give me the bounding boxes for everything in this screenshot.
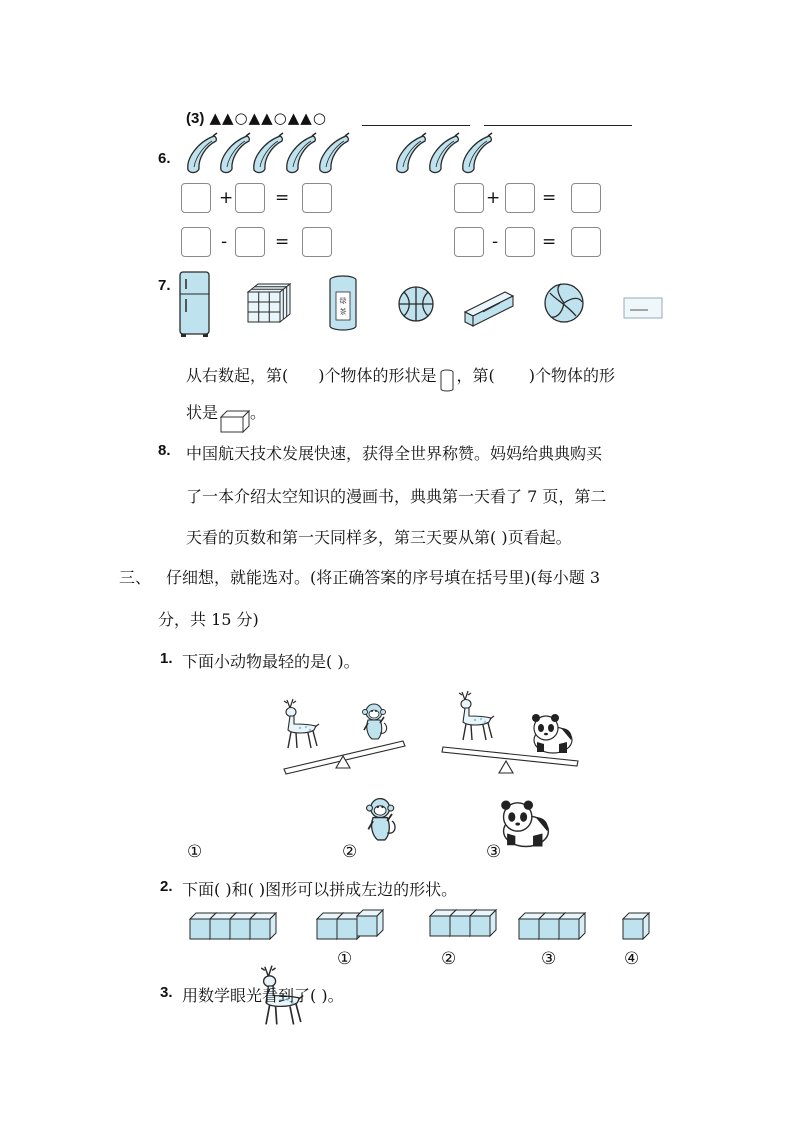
equals-sign: = [542, 232, 557, 252]
sub-question-number-1: 1. [160, 650, 173, 667]
question-number-8: 8. [158, 442, 171, 459]
option-3-label[interactable]: ③ [486, 842, 502, 862]
q8-line-1: 中国航天技术发展快速，获得全世界称赞。妈妈给典典购买 [186, 444, 603, 463]
q7-text-part: 。 [250, 403, 267, 422]
equals-sign: = [275, 188, 290, 208]
q7-text-part: 状是 [186, 403, 219, 422]
shape-option-4 [623, 913, 649, 939]
q7-text-part: )个物体的形状是 [318, 366, 437, 385]
pattern-label: (3) [186, 110, 205, 127]
shape-option-1 [317, 910, 383, 939]
section-title-line-1: 仔细想，就能选对。(将正确答案的序号填在括号里)(每小题 3 [166, 568, 600, 587]
shape-option-2 [430, 910, 496, 936]
minus-sign: - [492, 232, 499, 252]
shape-option-2-label[interactable]: ② [441, 949, 457, 969]
sub-question-1-text: 下面小动物最轻的是( )。 [182, 652, 360, 671]
section-title-line-2: 分，共 15 分) [158, 610, 259, 629]
plus-sign: + [219, 188, 234, 208]
q8-line-2: 了一本介绍太空知识的漫画书，典典第一天看了 7 页，第二 [186, 487, 607, 506]
q7-text-part: )个物体的形 [528, 366, 615, 385]
q8-line-3: 天看的页数和第一天同样多，第三天要从第( )页看起。 [186, 528, 572, 547]
shape-option-3 [519, 913, 585, 939]
section-number: 三、 [119, 568, 152, 587]
target-shape [190, 913, 276, 939]
question-number-6: 6. [158, 150, 171, 167]
option-2-label[interactable]: ② [342, 842, 358, 862]
q7-text-part: ，第( [456, 366, 495, 385]
q7-text-part: 从右数起，第( [186, 366, 289, 385]
sub-question-2-text: 下面( )和( )图形可以拼成左边的形状。 [182, 880, 458, 899]
can-label-bottom: 茶 [339, 308, 347, 316]
shape-option-4-label[interactable]: ④ [624, 949, 640, 969]
question-number-7: 7. [158, 277, 171, 294]
sub-question-number-2: 2. [160, 878, 173, 895]
equals-sign: = [275, 232, 290, 252]
can-label-top: 绿 [339, 297, 347, 305]
minus-sign: - [221, 232, 228, 252]
shape-option-3-label[interactable]: ③ [541, 949, 557, 969]
sub-question-3-text: 用数学眼光看到了( )。 [182, 986, 344, 1005]
pattern-sequence: ▲▲○▲▲○▲▲○ [209, 109, 327, 127]
option-1-label[interactable]: ① [187, 842, 203, 862]
equals-sign: = [542, 188, 557, 208]
shape-option-1-label[interactable]: ① [337, 949, 353, 969]
sub-question-number-3: 3. [160, 984, 173, 1001]
plus-sign: + [486, 188, 501, 208]
